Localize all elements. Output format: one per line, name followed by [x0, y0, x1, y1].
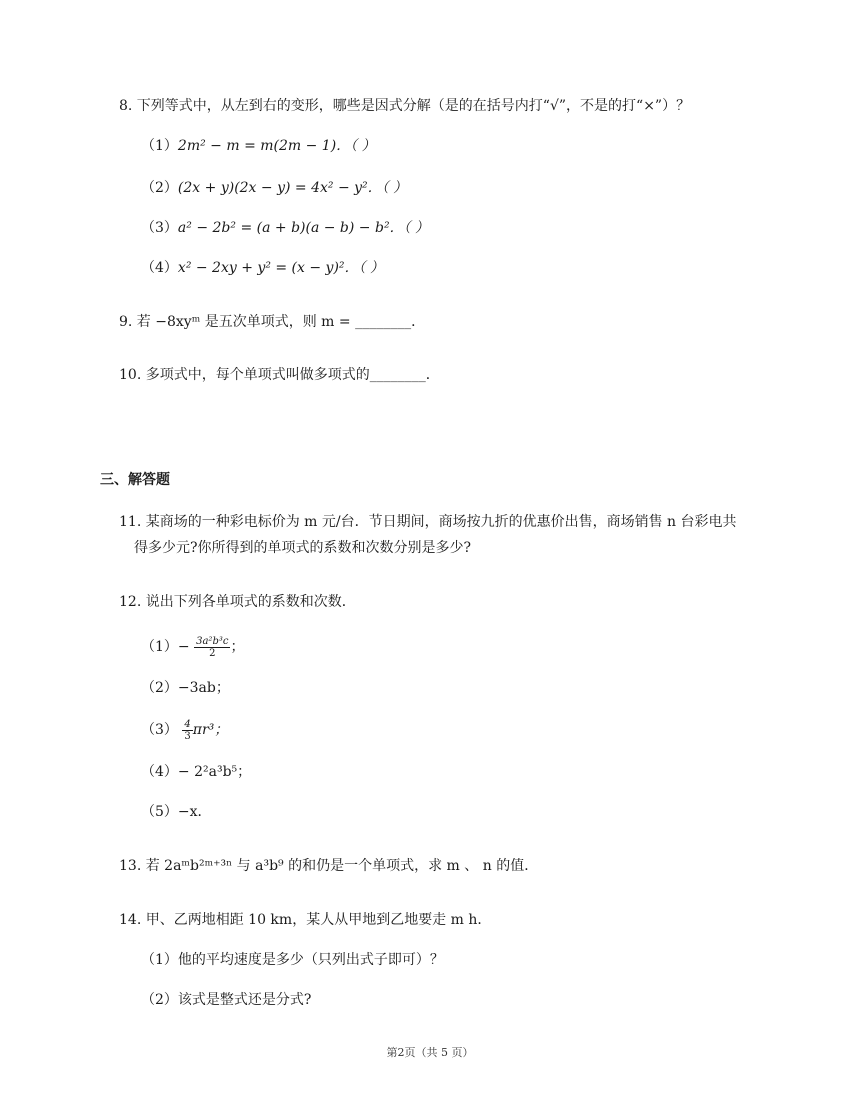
q12-stem: 12. 说出下列各单项式的系数和次数．	[119, 594, 356, 610]
question-13: 13. 若 2aᵐb²ᵐ⁺³ⁿ 与 a³b⁹ 的和仍是一个单项式，求 m 、 n 的值．	[119, 858, 539, 874]
q8-stem: 8. 下列等式中，从左到右的变形，哪些是因式分解（是的在括号内打“√”，不是的打“×”）？	[119, 98, 691, 114]
page-footer: 第2页（共 5 页）	[386, 1046, 474, 1059]
q11-line-1: 11. 某商场的一种彩电标价为 m 元/台．节日期间，商场按九折的优惠价出售，商场销售 n 台彩电共	[119, 514, 737, 530]
q14-sub-1: （1）他的平均速度是多少（只列出式子即可）？	[141, 952, 444, 968]
q8-item-4: （4）x² − 2xy + y² = (x − y)²．（ ）	[141, 260, 384, 276]
q12-item-2: （2）−3ab；	[141, 680, 230, 696]
q14-sub-2: （2）该式是整式还是分式?	[141, 992, 312, 1008]
question-9: 9. 若 −8xyᵐ 是五次单项式，则 m = ________．	[119, 314, 426, 330]
fraction: $\frac{\text{3a²b³c}}{2}$	[196, 635, 229, 659]
q12-item-1: （1）− $\frac{\text{3a²b³c}}{2}$ ；	[141, 635, 245, 659]
q12-item-5: （5）−x．	[141, 804, 212, 820]
fraction: $\frac{4}{3}$	[184, 718, 191, 742]
q12-item-4: （4）− 2²a³b⁵；	[141, 764, 252, 780]
question-10: 10. 多项式中，每个单项式叫做多项式的________．	[119, 367, 440, 383]
q8-item-3: （3）a² − 2b² = (a + b)(a − b) − b²．（ ）	[141, 220, 430, 236]
q8-item-1: （1）2m² − m = m(2m − 1)．（ ）	[141, 138, 376, 154]
section-heading: 三、解答题	[100, 472, 170, 488]
q8-item-2: （2）(2x + y)(2x − y) = 4x² − y²．（ ）	[141, 180, 408, 196]
q11-line-2: 得多少元?你所得到的单项式的系数和次数分别是多少?	[134, 540, 472, 556]
q12-item-3: （3） $\frac{4}{3}$ πr³；	[141, 718, 229, 742]
q14-stem: 14. 甲、乙两地相距 10 km，某人从甲地到乙地要走 m h．	[119, 912, 492, 928]
